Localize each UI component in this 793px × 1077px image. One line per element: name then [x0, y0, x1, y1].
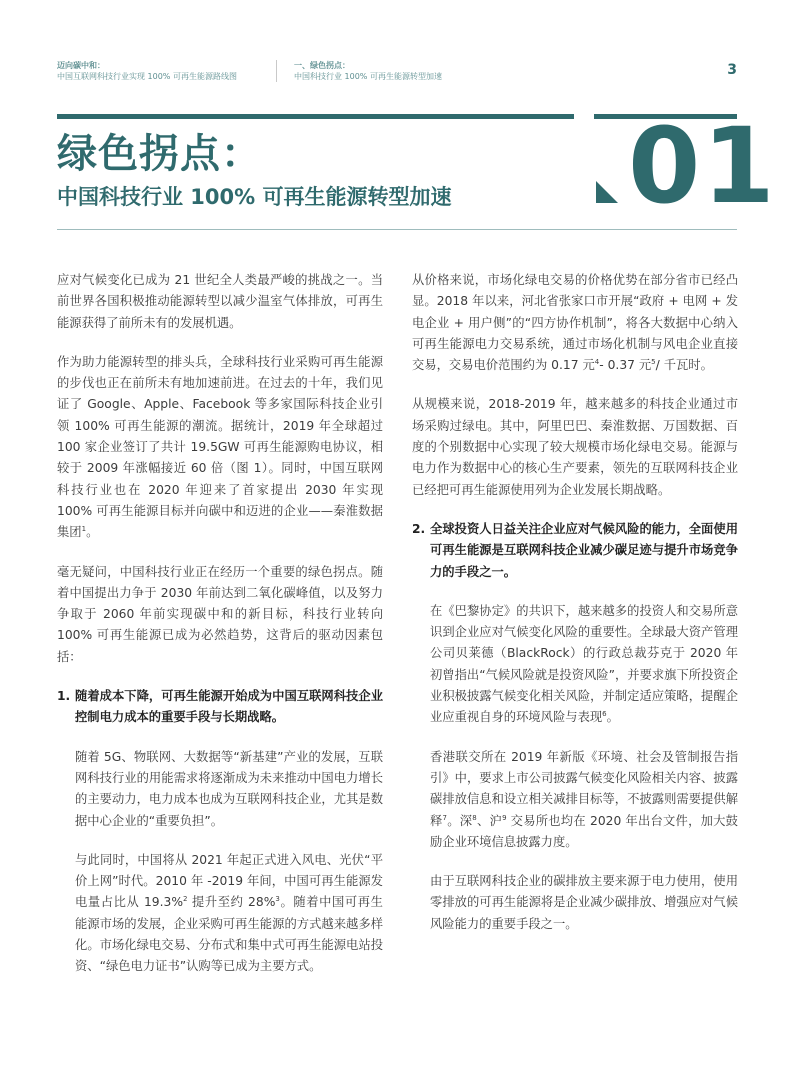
header-right	[294, 60, 442, 82]
header-right-line1: 一、绿色拐点：	[294, 61, 350, 70]
paragraph: 从规模来说，2018-2019 年，越来越多的科技企业通过市场采购过绿电。其中，阿里巴巴、秦淮数据、万国数据、百度的个别数据中心实现了较大规模市场化绿电交易。能源与电力作为数据中心的核心生产要素，领先的互联网科技企业已经把可再生能源使用列为企业发展长期战略。	[412, 397, 738, 497]
title-rule-bottom	[57, 229, 737, 230]
page-number: 3	[727, 62, 737, 78]
driver-item-1	[57, 686, 383, 729]
right-column	[412, 270, 738, 953]
paragraph: 香港联交所在 2019 年新版《环境、社会及管制报告指引》中，要求上市公司披露气候变化风险相关内容、披露碳排放信息和设立相关减排目标等，不披露则需要提供解释$^7$。深$^8$、沪$^9$ 交易所也均在 2020 年出台文件，加大鼓励企业环境信息披露力度。	[430, 749, 738, 849]
list-number: 2.	[412, 521, 426, 536]
header-right-line2: 中国科技行业 100% 可再生能源转型加速	[294, 72, 442, 81]
footnote-ref: 5	[651, 358, 656, 367]
corner-triangle-decoration	[596, 181, 618, 203]
footnote-ref: 4	[594, 358, 600, 367]
driver-item-2	[412, 519, 738, 583]
footnote-ref: 2	[183, 895, 188, 904]
header-left	[57, 60, 237, 82]
page-subtitle: 中国科技行业 100% 可再生能源转型加速	[57, 185, 452, 209]
left-column	[57, 270, 383, 996]
paragraph: 在《巴黎协定》的共识下，越来越多的投资人和交易所意识到企业应对气候变化风险的重要性。全球最大资产管理公司贝莱德（BlackRock）的行政总裁芬克于 2020 年初曾指出“气候风险就是投资风险”，并要求旗下所投资企业积极披露气候变化相关风险，并制定适应策略，提醒企业应重视自身的环境风险与表现$^6$。	[430, 603, 738, 725]
header-left-line1: 迈向碳中和：	[57, 61, 105, 70]
paragraph: 与此同时，中国将从 2021 年起正式进入风电、光伏“平价上网”时代。2010 年 -2019 年间，中国可再生能源发电量占比从 19.3%$^2$ 提升至约 28%$^3$。随着中国可再生能源市场的发展，企业采购可再生能源的方式越来越多样化。市场化绿电交易、分布式和集中式可再生能源电站投资、“绿色电力证书”认购等已成为主要方式。	[75, 852, 383, 974]
paragraph: 毫无疑问，中国科技行业正在经历一个重要的绿色拐点。随着中国提出力争于 2030 年前达到二氧化碳峰值，以及努力争取于 2060 年前实现碳中和的新目标，科技行业转向 100% 可再生能源已成为必然趋势，这背后的驱动因素包括：	[57, 564, 383, 664]
title-rule-top	[57, 114, 574, 119]
list-number: 1.	[57, 689, 71, 704]
list-item-text: 随着成本下降，可再生能源开始成为中国互联网科技企业控制电力成本的重要手段与长期战略。	[75, 689, 383, 725]
list-item-text: 全球投资人日益关注企业应对气候风险的能力，全面使用可再生能源是互联网科技企业减少碳足迹与提升市场竞争力的手段之一。	[430, 521, 738, 579]
paragraph: 从价格来说，市场化绿电交易的价格优势在部分省市已经凸显。2018 年以来，河北省张家口市开展“政府 + 电网 + 发电企业 + 用户侧”的“四方协作机制”，将各大数据中心纳入可再生能源电力交易系统，通过市场化机制与风电企业直接交易，交易电价范围约为 0.17 元$^4$- 0.37 元$^5$/ 千瓦时。	[412, 273, 738, 373]
footnote-ref: 8	[472, 813, 477, 822]
header-divider	[276, 60, 277, 82]
footnote-ref: 9	[502, 813, 507, 822]
page-title: 绿色拐点：	[57, 131, 262, 177]
header-left-line2: 中国互联网科技行业实现 100% 可再生能源路线图	[57, 72, 237, 81]
paragraph: 随着 5G、物联网、大数据等“新基建”产业的发展，互联网科技行业的用能需求将逐渐成为未来推动中国电力增长的主要动力，电力成本也成为互联网科技企业，尤其是数据中心企业的“重要负担”。	[75, 749, 383, 828]
footnote-ref: 3	[275, 895, 280, 904]
footnote-ref: 7	[442, 813, 447, 822]
paragraph: 由于互联网科技企业的碳排放主要来源于电力使用，使用零排放的可再生能源将是企业减少碳排放、增强应对气候风险能力的重要手段之一。	[430, 874, 738, 931]
paragraph: 作为助力能源转型的排头兵，全球科技行业采购可再生能源的步伐也正在前所未有地加速前进。在过去的十年，我们见证了 Google、Apple、Facebook 等多家国际科技企业引领 100% 可再生能源的潮流。据统计，2019 年全球超过 100 家企业签订了共计 19.5GW 可再生能源购电协议，相较于 2009 年涨幅接近 60 倍（图 1）。同时，中国互联网科技行业也在 2020 年迎来了首家提出 2030 年实现 100% 可再生能源目标并向碳中和迈进的企业——秦淮数据集团$^1$。	[57, 354, 383, 540]
paragraph: 应对气候变化已成为 21 世纪全人类最严峻的挑战之一。当前世界各国积极推动能源转型以减少温室气体排放，可再生能源获得了前所未有的发展机遇。	[57, 273, 383, 330]
footnote-ref: 1	[81, 525, 87, 534]
footnote-ref: 6	[602, 710, 607, 719]
chapter-number: 01	[628, 105, 777, 227]
